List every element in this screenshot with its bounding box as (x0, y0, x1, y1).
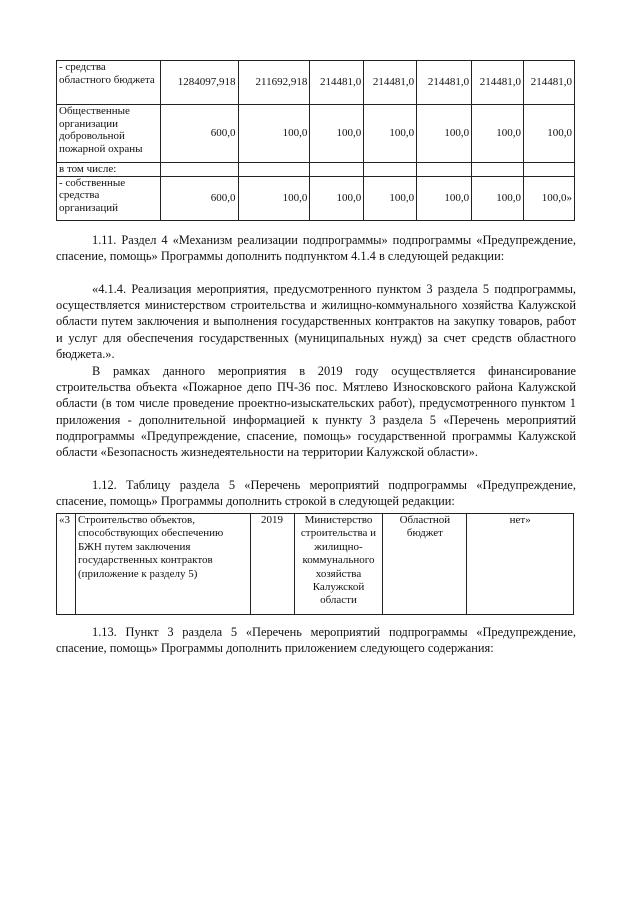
funding-source: Областной бюджет (383, 514, 467, 615)
table-cell: 100,0 (238, 105, 310, 163)
table-cell (472, 163, 524, 177)
table-cell: 100,0 (310, 105, 364, 163)
measure-name: Строительство объектов, способствующих обеспечению БЖН путем заключения государственных контрактов (приложение к разделу 5) (75, 514, 250, 615)
table-cell (364, 163, 417, 177)
table-cell: 100,0 (238, 176, 310, 220)
table-cell: 600,0 (160, 105, 238, 163)
table-cell: 214481,0 (364, 61, 417, 105)
table-cell: 214481,0 (472, 61, 524, 105)
table-cell: 100,0 (364, 176, 417, 220)
row-label: в том числе: (57, 163, 161, 177)
table-cell: 1284097,918 (160, 61, 238, 105)
table-cell: 100,0» (524, 176, 575, 220)
paragraph-4-1-4: «4.1.4. Реализация мероприятия, предусмотренного пунктом 3 раздела 5 подпрограммы, осуществляется министерством строительства и жилищно-коммунального хозяйства Калужской области путем заключения и выполнения государственных контрактов на закупку товаров, работ и услуг для обеспечения государственных (муниципальных нужд) за счет средств областного бюджета.». (56, 282, 576, 361)
table-cell: 100,0 (364, 105, 417, 163)
table-cell: 214481,0 (417, 61, 472, 105)
paragraph-funding: В рамках данного мероприятия в 2019 году осуществляется финансирование строительства объекта «Пожарное депо ПЧ-36 пос. Мятлево Износковского района Калужской области (в том числе проведение проектно-изыскательских работ), предусмотренного пунктом 1 приложения - дополнительной информацией к пункту 3 раздела 5 «Перечень мероприятий подпрограммы «Предупреждение, спасение, помощь» государственной программы Калужской области «Безопасность жизнедеятельности на территории Калужской области». (56, 364, 576, 460)
table-row (57, 514, 574, 615)
paragraph-1-12: 1.12. Таблицу раздела 5 «Перечень мероприятий подпрограммы «Предупреждение, спасение, помощь» Программы дополнить строкой в следующей редакции: (56, 478, 576, 509)
row-label: - собственные средства организаций (57, 176, 161, 220)
table-cell: 214481,0 (524, 61, 575, 105)
table-cell (417, 163, 472, 177)
table-row (57, 105, 575, 163)
table-cell: 100,0 (417, 105, 472, 163)
paragraph-1-11: 1.11. Раздел 4 «Механизм реализации подпрограммы» подпрограммы «Предупреждение, спасение, помощь» Программы дополнить подпунктом 4.1.4 в следующей редакции: (56, 233, 576, 264)
budget-table (56, 60, 575, 221)
paragraph-1-13: 1.13. Пункт 3 раздела 5 «Перечень мероприятий подпрограммы «Предупреждение, спасение, помощь» Программы дополнить приложением следующего содержания: (56, 625, 576, 656)
measures-table (56, 513, 574, 615)
measure-executor: Министерство строительства и жилищно-коммунального хозяйства Калужской области (294, 514, 383, 615)
table-cell: 100,0 (310, 176, 364, 220)
table-cell (160, 163, 238, 177)
table-cell (238, 163, 310, 177)
measure-year: 2019 (250, 514, 294, 615)
row-number: «3 (57, 514, 76, 615)
table-cell: 214481,0 (310, 61, 364, 105)
table-cell: 100,0 (417, 176, 472, 220)
row-label: Общественные организации добровольной пожарной охраны (57, 105, 161, 163)
table-row (57, 176, 575, 220)
table-row (57, 61, 575, 105)
funding-amount: нет» (467, 514, 574, 615)
table-cell (524, 163, 575, 177)
table-cell: 100,0 (472, 176, 524, 220)
table-row (57, 163, 575, 177)
row-label: - средства областного бюджета (57, 61, 161, 105)
table-cell: 211692,918 (238, 61, 310, 105)
table-cell: 100,0 (524, 105, 575, 163)
table-cell (310, 163, 364, 177)
table-cell: 600,0 (160, 176, 238, 220)
table-cell: 100,0 (472, 105, 524, 163)
